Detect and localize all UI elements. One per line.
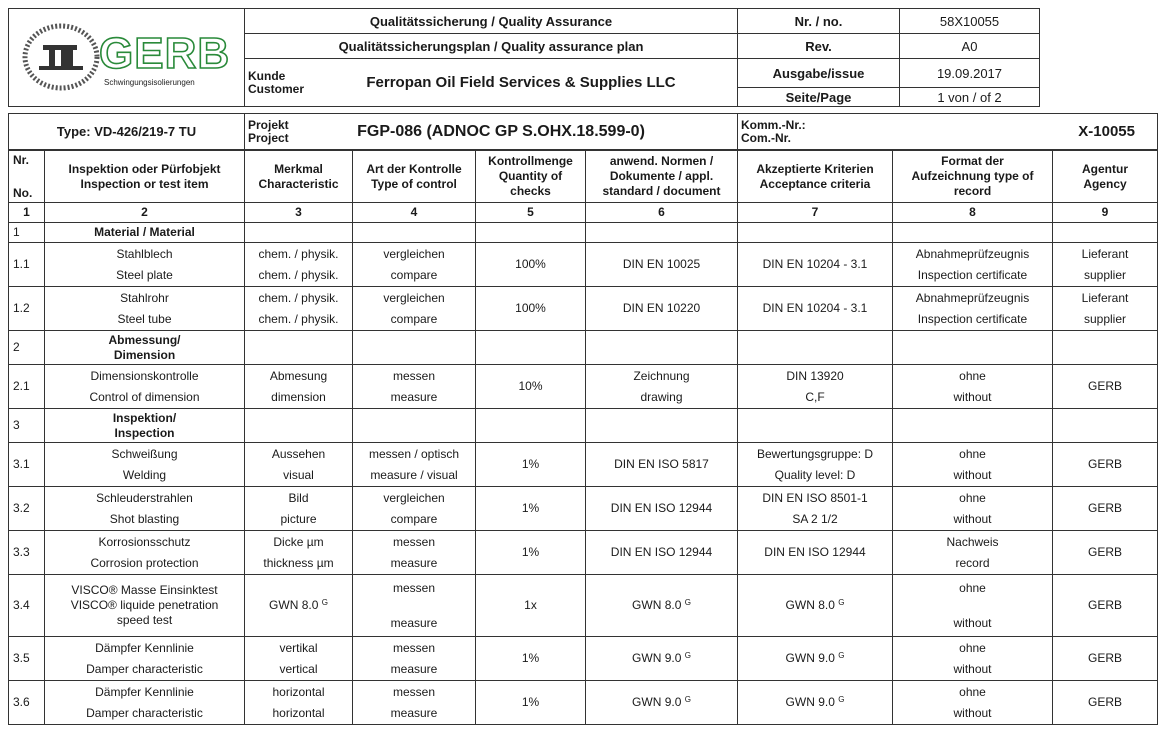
rec-de: Abnahmeprüfzeugnis	[915, 246, 1030, 261]
rec-cell	[893, 487, 1053, 531]
col-qty-en1: Quantity of	[498, 169, 563, 183]
col-item-header	[45, 151, 245, 203]
item-en: Steel tube	[117, 311, 172, 326]
col-number: 9	[1053, 203, 1158, 223]
row-nr: 1.1	[9, 243, 45, 287]
komm-label: Komm.-Nr.:	[741, 117, 806, 132]
rec-cell	[893, 637, 1053, 681]
qty-cell: 100%	[476, 287, 586, 331]
table-row	[9, 487, 1158, 531]
komm-cell	[738, 114, 1158, 150]
col-acc-de: Akzeptierte Kriterien	[756, 161, 874, 176]
char-en: vertical	[279, 661, 318, 676]
char-de: chem. / physik.	[258, 246, 339, 261]
superscript-g: G	[838, 651, 845, 660]
rec-de: ohne	[959, 446, 986, 461]
col-qty-header	[476, 151, 586, 203]
col-number: 4	[353, 203, 476, 223]
ctrl-en: measure	[390, 389, 438, 404]
col-std-en: standard / document	[602, 184, 721, 198]
item-cell	[45, 365, 245, 409]
nr-label: Nr. / no.	[738, 9, 900, 34]
row-nr: 2	[9, 331, 45, 365]
agency-de: Lieferant	[1081, 290, 1129, 305]
agency-cell: GERB	[1053, 531, 1158, 575]
ctrl-en: measure	[390, 555, 438, 570]
char-cell	[245, 287, 353, 331]
col-number: 1	[9, 203, 45, 223]
col-acc-en: Acceptance criteria	[759, 176, 871, 191]
section-de: Abmessung/	[108, 332, 181, 347]
acc-cell: DIN EN 10204 - 3.1	[738, 287, 893, 331]
char-value: GWN 8.0	[269, 598, 319, 612]
acc-cell	[738, 637, 893, 681]
table-row	[9, 223, 1158, 243]
char-cell	[245, 637, 353, 681]
agency-cell	[1053, 287, 1158, 331]
superscript-g: G	[321, 598, 328, 607]
item-de: Stahlblech	[116, 246, 173, 261]
std-cell	[586, 681, 738, 725]
nr-value: 58X10055	[900, 9, 1040, 34]
table-row	[9, 681, 1158, 725]
col-char-de: Merkmal	[274, 161, 323, 176]
char-cell	[245, 243, 353, 287]
item-cell	[45, 531, 245, 575]
char-cell	[245, 443, 353, 487]
char-de: Abmesung	[269, 368, 328, 383]
header-table	[8, 8, 1158, 107]
row-nr: 3.1	[9, 443, 45, 487]
ctrl-de: vergleichen	[383, 290, 445, 305]
col-rec-header	[893, 151, 1053, 203]
item-de: Dimensionskontrolle	[90, 368, 199, 383]
ctrl-cell	[353, 243, 476, 287]
qty-cell: 1%	[476, 443, 586, 487]
qty-cell: 1x	[476, 575, 586, 637]
rec-cell	[893, 531, 1053, 575]
agency-cell: GERB	[1053, 487, 1158, 531]
rec-cell	[893, 575, 1053, 637]
col-nr-header	[9, 151, 45, 203]
std-cell	[586, 575, 738, 637]
table-row	[9, 531, 1158, 575]
row-nr: 3.3	[9, 531, 45, 575]
col-char-header	[245, 151, 353, 203]
rec-de: ohne	[959, 368, 986, 383]
ctrl-en: measure	[390, 705, 438, 720]
superscript-g: G	[838, 598, 845, 607]
ctrl-de: messen	[392, 580, 436, 595]
ctrl-cell	[353, 287, 476, 331]
acc-value: GWN 9.0	[785, 651, 835, 665]
acc-de: Bewertungsgruppe: D	[756, 446, 874, 461]
superscript-g: G	[684, 598, 691, 607]
customer-cell	[245, 59, 738, 107]
acc-cell: DIN EN ISO 12944	[738, 531, 893, 575]
rec-de: ohne	[959, 580, 986, 595]
superscript-g: G	[684, 651, 691, 660]
col-agency-en: Agency	[1083, 176, 1127, 191]
char-cell	[245, 487, 353, 531]
agency-cell: GERB	[1053, 637, 1158, 681]
project-table	[8, 113, 1158, 150]
agency-cell: GERB	[1053, 365, 1158, 409]
char-en: horizontal	[272, 705, 325, 720]
rec-cell	[893, 243, 1053, 287]
rec-en: without	[953, 705, 992, 720]
item-en: Steel plate	[116, 267, 173, 282]
item-cell	[45, 243, 245, 287]
col-number: 8	[893, 203, 1053, 223]
std-cell: DIN EN 10220	[586, 287, 738, 331]
col-nr-de: Nr.	[13, 153, 30, 167]
col-number: 5	[476, 203, 586, 223]
char-de: chem. / physik.	[258, 290, 339, 305]
char-en: dimension	[271, 389, 326, 404]
page-value: 1 von / of 2	[900, 88, 1040, 107]
item-cell	[45, 637, 245, 681]
item-en: Damper characteristic	[86, 705, 203, 720]
com-label: Com.-Nr.	[741, 130, 792, 145]
ctrl-cell	[353, 365, 476, 409]
column-number-row	[9, 203, 1158, 223]
rec-de: ohne	[959, 640, 986, 655]
rec-de: ohne	[959, 684, 986, 699]
ctrl-de: messen	[392, 684, 436, 699]
std-value: GWN 9.0	[632, 651, 682, 665]
table-row	[9, 365, 1158, 409]
char-de: Dicke µm	[273, 534, 324, 549]
rec-de: ohne	[959, 490, 986, 505]
char-cell	[245, 365, 353, 409]
acc-cell	[738, 443, 893, 487]
row-nr: 1.2	[9, 287, 45, 331]
col-number: 6	[586, 203, 738, 223]
ctrl-en: compare	[390, 267, 438, 282]
acc-cell: DIN EN 10204 - 3.1	[738, 243, 893, 287]
item-cell	[45, 681, 245, 725]
row-nr: 3.6	[9, 681, 45, 725]
agency-cell: GERB	[1053, 443, 1158, 487]
project-label: Project	[248, 130, 289, 145]
col-number: 2	[45, 203, 245, 223]
char-en: chem. / physik.	[258, 267, 339, 282]
item-cell	[45, 575, 245, 637]
rec-en: without	[953, 661, 992, 676]
rec-en: without	[953, 615, 992, 630]
char-en: visual	[283, 467, 314, 482]
item-en: Control of dimension	[89, 389, 200, 404]
rec-en: without	[953, 467, 992, 482]
ctrl-cell	[353, 531, 476, 575]
page-label: Seite/Page	[738, 88, 900, 107]
ctrl-cell	[353, 637, 476, 681]
qty-cell: 1%	[476, 531, 586, 575]
col-qty-en2: checks	[510, 184, 551, 198]
rec-en: Inspection certificate	[917, 311, 1028, 326]
item-de: Schleuderstrahlen	[96, 490, 193, 505]
item-de: Dämpfer Kennlinie	[95, 684, 194, 699]
acc-cell	[738, 487, 893, 531]
std-cell: DIN EN ISO 12944	[586, 487, 738, 531]
section-de: Inspektion/	[112, 410, 177, 425]
ctrl-en: measure / visual	[370, 467, 458, 482]
ctrl-de: vergleichen	[383, 246, 445, 261]
table-row	[9, 409, 1158, 443]
col-std-de2: Dokumente / appl.	[609, 169, 714, 183]
logo-subtitle: Schwingungsisolierungen	[104, 78, 195, 87]
std-de: Zeichnung	[633, 368, 690, 383]
table-row	[9, 443, 1158, 487]
item-en: Damper characteristic	[86, 661, 203, 676]
item-de: Korrosionsschutz	[98, 534, 191, 549]
row-nr: 3.5	[9, 637, 45, 681]
ctrl-cell	[353, 487, 476, 531]
logo-emblem-icon	[21, 21, 101, 93]
col-nr-en: No.	[13, 186, 33, 200]
project-value: FGP-086 (ADNOC GP S.OHX.18.599-0)	[357, 122, 645, 140]
ctrl-en: measure	[390, 661, 438, 676]
ctrl-de: vergleichen	[383, 490, 445, 505]
std-value: GWN 8.0	[632, 598, 682, 612]
std-cell: DIN EN 10025	[586, 243, 738, 287]
table-row	[9, 331, 1158, 365]
char-de: Aussehen	[271, 446, 326, 461]
project-cell	[245, 114, 738, 150]
section-en: Inspection	[114, 425, 175, 440]
rec-de: Abnahmeprüfzeugnis	[915, 290, 1030, 305]
rec-en: record	[955, 555, 990, 570]
col-acc-header	[738, 151, 893, 203]
acc-cell	[738, 575, 893, 637]
col-rec-de: Format der	[941, 154, 1004, 168]
superscript-g: G	[684, 695, 691, 704]
ctrl-cell	[353, 681, 476, 725]
ctrl-de: messen / optisch	[368, 446, 460, 461]
ctrl-cell	[353, 575, 476, 637]
rec-en: Inspection certificate	[917, 267, 1028, 282]
title-quality-assurance: Qualitätssicherung / Quality Assurance	[245, 9, 738, 34]
acc-cell	[738, 681, 893, 725]
row-nr: 2.1	[9, 365, 45, 409]
agency-de: Lieferant	[1081, 246, 1129, 261]
komm-value: X-10055	[1078, 123, 1135, 140]
row-nr: 3	[9, 409, 45, 443]
issue-value: 19.09.2017	[900, 59, 1040, 88]
char-cell	[245, 531, 353, 575]
acc-en: C,F	[805, 389, 825, 404]
rec-cell	[893, 681, 1053, 725]
title-quality-plan: Qualitätssicherungsplan / Quality assurance plan	[245, 34, 738, 59]
column-header-row	[9, 151, 1158, 203]
rec-cell	[893, 443, 1053, 487]
col-control-de: Art der Kontrolle	[366, 161, 462, 176]
col-item-de: Inspektion oder Pürfobjekt	[68, 161, 221, 176]
rec-en: without	[953, 511, 992, 526]
rec-cell	[893, 365, 1053, 409]
std-cell: DIN EN ISO 12944	[586, 531, 738, 575]
acc-de: DIN 13920	[786, 368, 844, 383]
acc-de: DIN EN ISO 8501-1	[762, 490, 868, 505]
agency-cell: GERB	[1053, 575, 1158, 637]
agency-en: supplier	[1083, 311, 1127, 326]
row-nr: 3.4	[9, 575, 45, 637]
char-cell	[245, 575, 353, 637]
qa-plan-sheet	[8, 8, 1157, 725]
ctrl-en: compare	[390, 311, 438, 326]
rec-de: Nachweis	[946, 534, 999, 549]
row-nr: 1	[9, 223, 45, 243]
rev-value: A0	[900, 34, 1040, 59]
issue-label: Ausgabe/issue	[738, 59, 900, 88]
item-cell	[45, 443, 245, 487]
rec-cell	[893, 287, 1053, 331]
col-std-header	[586, 151, 738, 203]
section-title: Material / Material	[45, 223, 245, 243]
qty-cell: 1%	[476, 487, 586, 531]
type-value: Type: VD-426/219-7 TU	[9, 114, 245, 150]
ctrl-en: compare	[390, 511, 438, 526]
char-en: picture	[280, 511, 317, 526]
char-cell	[245, 681, 353, 725]
row-nr: 3.2	[9, 487, 45, 531]
col-std-de1: anwend. Normen /	[609, 154, 714, 168]
col-rec-de2: Aufzeichnung type of	[911, 169, 1034, 183]
ctrl-de: messen	[392, 640, 436, 655]
acc-value: GWN 8.0	[785, 598, 835, 612]
qty-cell: 10%	[476, 365, 586, 409]
ctrl-cell	[353, 443, 476, 487]
std-value: GWN 9.0	[632, 695, 682, 709]
item-en2: speed test	[116, 613, 173, 627]
item-de: Dämpfer Kennlinie	[95, 640, 194, 655]
kunde-label: Kunde	[248, 68, 286, 83]
char-en: thickness µm	[263, 555, 334, 570]
logo-wordmark: GERB	[99, 29, 231, 78]
customer-label: Customer	[248, 81, 305, 96]
col-item-en: Inspection or test item	[80, 176, 209, 191]
ctrl-de: messen	[392, 368, 436, 383]
char-de: vertikal	[279, 640, 318, 655]
logo-cell	[9, 9, 245, 107]
acc-value: GWN 9.0	[785, 695, 835, 709]
rev-label: Rev.	[738, 34, 900, 59]
agency-en: supplier	[1083, 267, 1127, 282]
std-cell: DIN EN ISO 5817	[586, 443, 738, 487]
item-cell	[45, 487, 245, 531]
char-en: chem. / physik.	[258, 311, 339, 326]
inspection-table	[8, 150, 1158, 725]
section-title	[45, 331, 245, 365]
table-row	[9, 575, 1158, 637]
table-row	[9, 243, 1158, 287]
customer-value: Ferropan Oil Field Services & Supplies LLC	[366, 74, 676, 91]
char-de: horizontal	[272, 684, 325, 699]
ctrl-en: measure	[390, 615, 438, 630]
ctrl-de: messen	[392, 534, 436, 549]
gerb-logo	[9, 9, 245, 106]
qty-cell: 100%	[476, 243, 586, 287]
superscript-g: G	[838, 695, 845, 704]
acc-en: Quality level: D	[774, 467, 856, 482]
item-en: Welding	[122, 467, 167, 482]
col-control-header	[353, 151, 476, 203]
col-agency-de: Agentur	[1082, 161, 1128, 176]
qty-cell: 1%	[476, 637, 586, 681]
col-number: 7	[738, 203, 893, 223]
rec-en: without	[953, 389, 992, 404]
char-de: Bild	[288, 490, 309, 505]
acc-cell	[738, 365, 893, 409]
table-row	[9, 637, 1158, 681]
col-control-en: Type of control	[371, 176, 457, 191]
col-rec-en: record	[953, 184, 992, 198]
col-number: 3	[245, 203, 353, 223]
acc-en: SA 2 1/2	[792, 511, 838, 526]
std-en: drawing	[640, 389, 683, 404]
item-de: Schweißung	[111, 446, 178, 461]
item-de: VISCO® Masse Einsinktest	[71, 583, 218, 597]
qty-cell: 1%	[476, 681, 586, 725]
item-en: VISCO® liquide penetration	[70, 598, 219, 612]
projekt-label: Projekt	[248, 117, 289, 132]
item-cell	[45, 287, 245, 331]
section-title	[45, 409, 245, 443]
section-en: Dimension	[113, 347, 176, 362]
agency-cell: GERB	[1053, 681, 1158, 725]
table-row	[9, 287, 1158, 331]
item-de: Stahlrohr	[120, 290, 169, 305]
std-cell	[586, 365, 738, 409]
col-char-en: Characteristic	[258, 176, 339, 191]
item-en: Shot blasting	[109, 511, 180, 526]
col-agency-header	[1053, 151, 1158, 203]
std-cell	[586, 637, 738, 681]
col-qty-de: Kontrollmenge	[488, 154, 573, 168]
agency-cell	[1053, 243, 1158, 287]
item-en: Corrosion protection	[90, 555, 199, 570]
